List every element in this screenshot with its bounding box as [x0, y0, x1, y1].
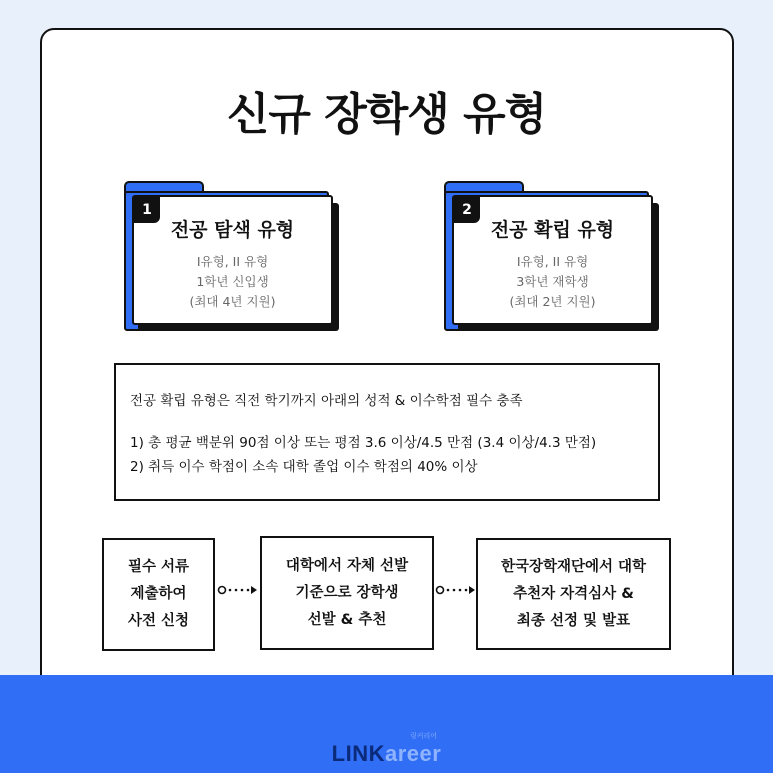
- requirements-intro: 전공 확립 유형은 직전 학기까지 아래의 성적 & 이수학점 필수 충족: [130, 393, 523, 409]
- dotted-arrow-icon: [217, 584, 259, 596]
- process-step-3: [476, 538, 671, 650]
- requirements-box: [114, 363, 660, 501]
- type-detail: 1학년 신입생: [196, 274, 269, 289]
- step-line: 추천자 자격심사 &: [513, 585, 634, 602]
- requirement-item: 1) 총 평균 백분위 90점 이상 또는 평점 3.6 이상/4.5 만점 (3.4 이상/4.3 만점): [130, 435, 597, 451]
- type-title: 전공 확립 유형: [490, 219, 615, 241]
- type-card-1: [124, 181, 339, 331]
- type-number-badge: 1: [134, 197, 160, 223]
- type-number-badge: 2: [454, 197, 480, 223]
- step-line: 기준으로 장학생: [295, 584, 399, 601]
- step-line: 사전 신청: [127, 613, 190, 629]
- type-detail: I유형, II 유형: [196, 254, 269, 269]
- requirement-item: 2) 취득 이수 학점이 소속 대학 졸업 이수 학점의 40% 이상: [130, 459, 478, 475]
- type-detail: 3학년 재학생: [516, 274, 589, 289]
- dotted-arrow-icon: [435, 584, 477, 596]
- logo-areer-text: areer: [384, 741, 442, 766]
- folder-front: [452, 195, 653, 325]
- step-line: 최종 선정 및 발표: [516, 612, 631, 629]
- logo-subtext: 링커리어: [410, 732, 438, 740]
- step-line: 필수 서류: [127, 559, 190, 575]
- folder-front: [132, 195, 333, 325]
- type-detail: (최대 2년 지원): [509, 294, 596, 309]
- step-line: 한국장학재단에서 대학: [500, 558, 647, 575]
- process-step-1: [102, 538, 215, 651]
- step-line: 선발 & 추천: [307, 611, 387, 628]
- process-step-2: [260, 536, 434, 650]
- page-title: 신규 장학생 유형: [226, 89, 547, 140]
- footer-band: [0, 675, 773, 773]
- linkareer-logo: [0, 741, 773, 767]
- logo-link-text: LINK: [331, 741, 385, 766]
- type-title: 전공 탐색 유형: [170, 219, 295, 241]
- type-detail: I유형, II 유형: [516, 254, 589, 269]
- type-detail: (최대 4년 지원): [189, 294, 276, 309]
- type-card-2: [444, 181, 659, 331]
- step-line: 제출하여: [130, 586, 187, 602]
- step-line: 대학에서 자체 선발: [285, 557, 409, 574]
